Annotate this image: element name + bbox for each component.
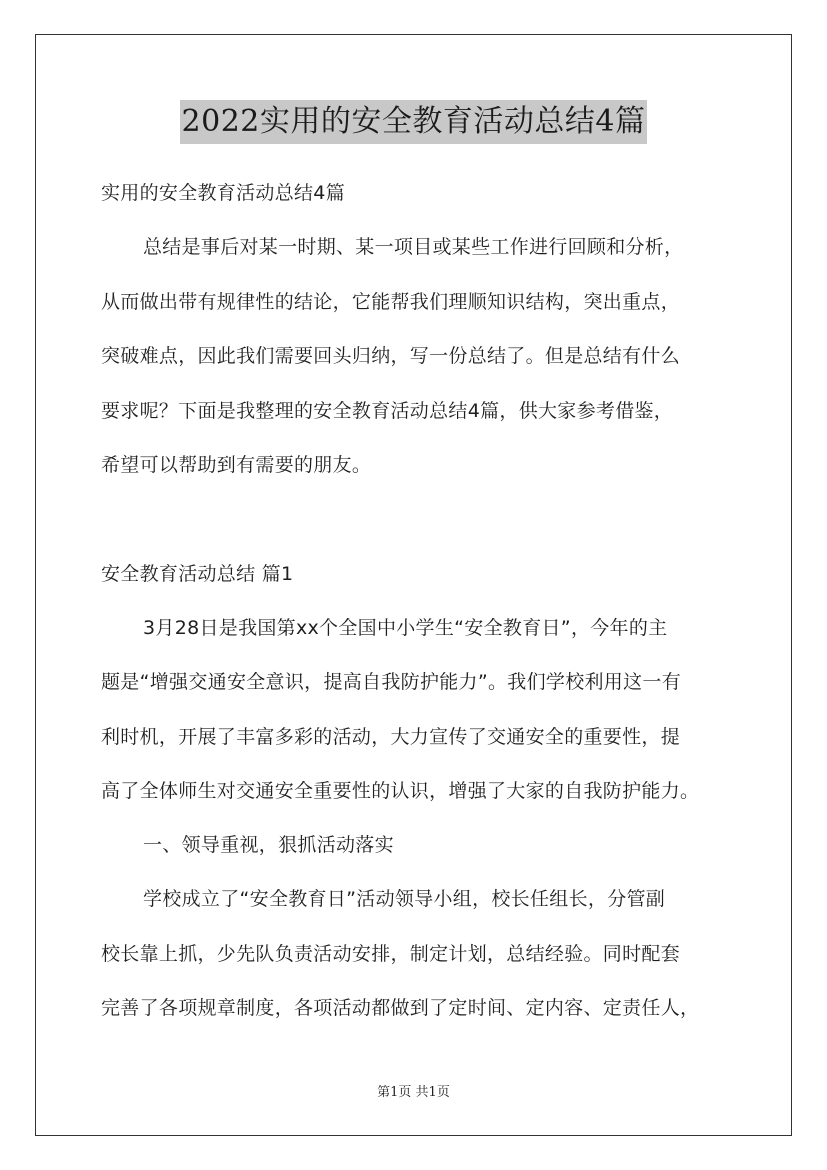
para2-line-1: 学校成立了“安全教育日”活动领导小组，校长任组长，分管副 [143, 888, 666, 910]
section-line-4: 高了全体师生对交通安全重要性的认识，增强了大家的自我防护能力。 [101, 780, 700, 802]
intro-line-5: 希望可以帮助到有需要的朋友。 [101, 454, 372, 476]
subheading: 一、领导重视，狠抓活动落实 [143, 834, 394, 856]
intro-line-2: 从而做出带有规律性的结论，它能帮我们理顺知识结构，突出重点， [101, 291, 681, 313]
page-footer: 第1页 共1页 [377, 1085, 450, 1100]
intro-line-1: 总结是事后对某一时期、某一项目或某些工作进行回顾和分析， [143, 236, 684, 258]
section-line-1: 3月28日是我国第xx个全国中小学生“安全教育日”，今年的主 [143, 617, 668, 639]
document-title: 2022实用的安全教育活动总结4篇 [180, 100, 648, 144]
title-container [0, 100, 827, 144]
para2-line-2: 校长靠上抓，少先队负责活动安排，制定计划，总结经验。同时配套 [101, 943, 681, 965]
document-subtitle: 实用的安全教育活动总结4篇 [101, 182, 345, 204]
intro-line-3: 突破难点，因此我们需要回头归纳，写一份总结了。但是总结有什么 [101, 345, 681, 367]
para2-line-3: 完善了各项规章制度，各项活动都做到了定时间、定内容、定责任人， [101, 997, 700, 1019]
section-heading: 安全教育活动总结 篇1 [101, 563, 294, 585]
intro-line-4: 要求呢？下面是我整理的安全教育活动总结4篇，供大家参考借鉴， [101, 400, 674, 422]
section-line-3: 利时机，开展了丰富多彩的活动，大力宣传了交通安全的重要性，提 [101, 726, 681, 748]
section-line-2: 题是“增强交通安全意识，提高自我防护能力”。我们学校利用这一有 [101, 671, 681, 693]
